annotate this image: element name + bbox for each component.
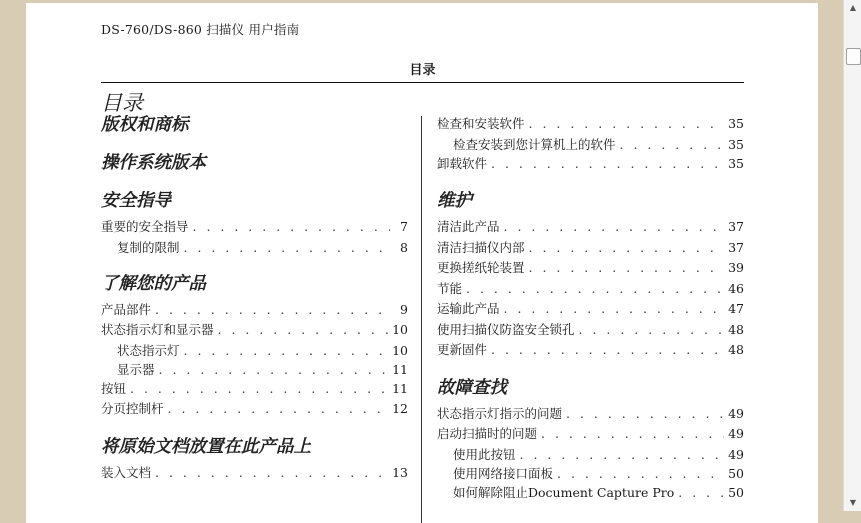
toc-entry[interactable] bbox=[101, 300, 408, 321]
toc-entry-label: 更新固件 bbox=[437, 342, 488, 357]
dot-leader bbox=[504, 299, 725, 320]
dot-leader bbox=[529, 238, 725, 259]
toc-entry[interactable] bbox=[437, 483, 744, 502]
toc-entry-label: 如何解除阻止Document Capture Pro bbox=[453, 484, 675, 500]
dot-leader bbox=[678, 483, 724, 502]
toc-entry[interactable] bbox=[437, 279, 744, 300]
dot-leader bbox=[130, 379, 388, 400]
toc-page-number: 37 bbox=[728, 239, 744, 255]
dot-leader bbox=[557, 464, 724, 483]
dot-leader bbox=[579, 320, 725, 341]
toc-section bbox=[101, 273, 408, 420]
dot-leader bbox=[529, 258, 725, 279]
toc-page-number: 37 bbox=[728, 219, 744, 234]
toc-entry-label: 启动扫描时的问题 bbox=[437, 426, 538, 441]
header-rule bbox=[101, 82, 744, 83]
toc-page-number: 10 bbox=[392, 322, 408, 337]
toc-page-number: 8 bbox=[400, 239, 408, 255]
toc-page-number: 35 bbox=[728, 116, 744, 131]
scroll-up-arrow-icon[interactable]: ▲ bbox=[849, 3, 857, 12]
toc-entry[interactable] bbox=[437, 404, 744, 425]
toc-page-number: 11 bbox=[392, 380, 408, 396]
toc-page-number: 13 bbox=[392, 464, 408, 480]
toc-entry-label: 复制的限制 bbox=[117, 239, 180, 255]
document-page bbox=[26, 3, 818, 523]
toc-entry[interactable] bbox=[101, 320, 408, 341]
toc-section bbox=[101, 152, 408, 174]
toc-section-title[interactable]: 维护 bbox=[437, 191, 472, 211]
running-header: DS-760/DS-860 扫描仪 用户指南 bbox=[101, 22, 300, 37]
toc-entry-label: 按钮 bbox=[101, 380, 127, 396]
toc-page-number: 48 bbox=[728, 321, 744, 337]
toc-entry[interactable] bbox=[437, 320, 744, 341]
toc-entry[interactable] bbox=[437, 217, 744, 238]
toc-section bbox=[437, 377, 744, 502]
toc-page-number: 49 bbox=[728, 426, 744, 441]
toc-entry-label: 使用扫描仪防盗安全锁孔 bbox=[437, 321, 575, 337]
dot-leader bbox=[155, 300, 390, 321]
dot-leader bbox=[155, 463, 388, 484]
toc-section-title[interactable]: 将原始文档放置在此产品上 bbox=[101, 436, 311, 457]
toc-entry-label: 状态指示灯 bbox=[117, 342, 180, 358]
toc-entry-label: 状态指示灯指示的问题 bbox=[437, 405, 563, 421]
toc-entry[interactable] bbox=[437, 340, 744, 361]
toc-page-number: 7 bbox=[400, 219, 408, 234]
toc-page-number: 49 bbox=[728, 405, 744, 421]
dot-leader bbox=[491, 154, 724, 175]
toc-entry-label: 卸载软件 bbox=[437, 155, 488, 171]
toc-section bbox=[101, 190, 408, 257]
toc-title: 目录 bbox=[101, 91, 143, 115]
scroll-down-arrow-icon[interactable]: ▼ bbox=[849, 498, 857, 507]
dot-leader bbox=[184, 238, 390, 257]
toc-entry[interactable] bbox=[101, 217, 408, 238]
toc-page-number: 10 bbox=[392, 342, 408, 358]
toc-page-number: 11 bbox=[392, 361, 408, 377]
dot-leader bbox=[520, 445, 725, 464]
toc-page-number: 49 bbox=[728, 446, 744, 462]
toc-entry-label: 节能 bbox=[437, 280, 463, 296]
dot-leader bbox=[466, 279, 724, 300]
toc-entry-label: 状态指示灯和显示器 bbox=[101, 322, 214, 337]
toc-entry[interactable] bbox=[437, 299, 744, 320]
dot-leader bbox=[491, 340, 724, 361]
dot-leader bbox=[529, 114, 725, 135]
toc-entry-label: 重要的安全指导 bbox=[101, 219, 189, 234]
toc-entry[interactable] bbox=[437, 464, 744, 483]
toc-entry[interactable] bbox=[437, 154, 744, 175]
toc-entry[interactable] bbox=[437, 135, 744, 154]
toc-entry-label: 检查安装到您计算机上的软件 bbox=[453, 136, 616, 152]
toc-entry-label: 分页控制杆 bbox=[101, 401, 164, 416]
dot-leader bbox=[168, 399, 389, 420]
dot-leader bbox=[504, 217, 725, 238]
toc-entry-label: 显示器 bbox=[117, 361, 155, 377]
toc-page-number: 46 bbox=[728, 280, 744, 296]
toc-section bbox=[437, 190, 744, 361]
toc-right-column bbox=[437, 114, 744, 508]
scroll-thumb[interactable] bbox=[846, 48, 861, 65]
toc-page-number: 35 bbox=[728, 136, 744, 152]
dot-leader bbox=[620, 135, 725, 154]
toc-entry[interactable] bbox=[101, 399, 408, 420]
toc-entry-label: 检查和安装软件 bbox=[437, 116, 525, 131]
dot-leader bbox=[193, 217, 390, 238]
column-divider bbox=[421, 116, 422, 523]
dot-leader bbox=[218, 320, 389, 341]
toc-entry-label: 装入文档 bbox=[101, 464, 152, 480]
dot-leader bbox=[566, 404, 724, 425]
toc-section bbox=[437, 114, 744, 174]
dot-leader bbox=[184, 341, 389, 360]
toc-entry-label: 运输此产品 bbox=[437, 301, 500, 316]
toc-section-title[interactable]: 操作系统版本 bbox=[101, 153, 206, 173]
toc-section-title[interactable]: 故障查找 bbox=[437, 377, 507, 398]
section-label: 目录 bbox=[409, 63, 436, 78]
toc-page-number: 9 bbox=[400, 301, 408, 317]
toc-section-title[interactable]: 安全指导 bbox=[101, 191, 171, 211]
toc-page-number: 47 bbox=[728, 301, 744, 316]
toc-entry[interactable] bbox=[101, 379, 408, 400]
toc-entry-label: 使用网络接口面板 bbox=[453, 465, 554, 481]
toc-entry-label: 更换搓纸轮装置 bbox=[437, 260, 525, 275]
toc-section-title[interactable]: 版权和商标 bbox=[101, 115, 189, 135]
dot-leader bbox=[541, 424, 724, 445]
toc-entry-label: 产品部件 bbox=[101, 301, 152, 317]
vertical-scrollbar[interactable] bbox=[843, 0, 861, 511]
toc-left-column bbox=[101, 114, 408, 489]
toc-section bbox=[101, 436, 408, 484]
toc-page-number: 12 bbox=[392, 401, 408, 416]
toc-section-title[interactable]: 了解您的产品 bbox=[101, 273, 206, 294]
toc-entry[interactable] bbox=[437, 445, 744, 464]
toc-entry-label: 清洁扫描仪内部 bbox=[437, 239, 525, 255]
toc-entry-label: 使用此按钮 bbox=[453, 446, 516, 462]
toc-page-number: 35 bbox=[728, 155, 744, 171]
toc-entry[interactable] bbox=[437, 238, 744, 259]
toc-entry[interactable] bbox=[101, 360, 408, 379]
toc-entry-label: 清洁此产品 bbox=[437, 219, 500, 234]
toc-page-number: 50 bbox=[728, 484, 744, 500]
toc-page-number: 50 bbox=[728, 465, 744, 481]
toc-entry[interactable] bbox=[101, 238, 408, 257]
toc-entry[interactable] bbox=[101, 341, 408, 360]
toc-entry[interactable] bbox=[437, 258, 744, 279]
toc-entry[interactable] bbox=[101, 463, 408, 484]
toc-page-number: 48 bbox=[728, 342, 744, 357]
toc-entry[interactable] bbox=[437, 114, 744, 135]
dot-leader bbox=[159, 360, 389, 379]
toc-section bbox=[101, 114, 408, 136]
toc-entry[interactable] bbox=[437, 424, 744, 445]
toc-page-number: 39 bbox=[728, 260, 744, 275]
